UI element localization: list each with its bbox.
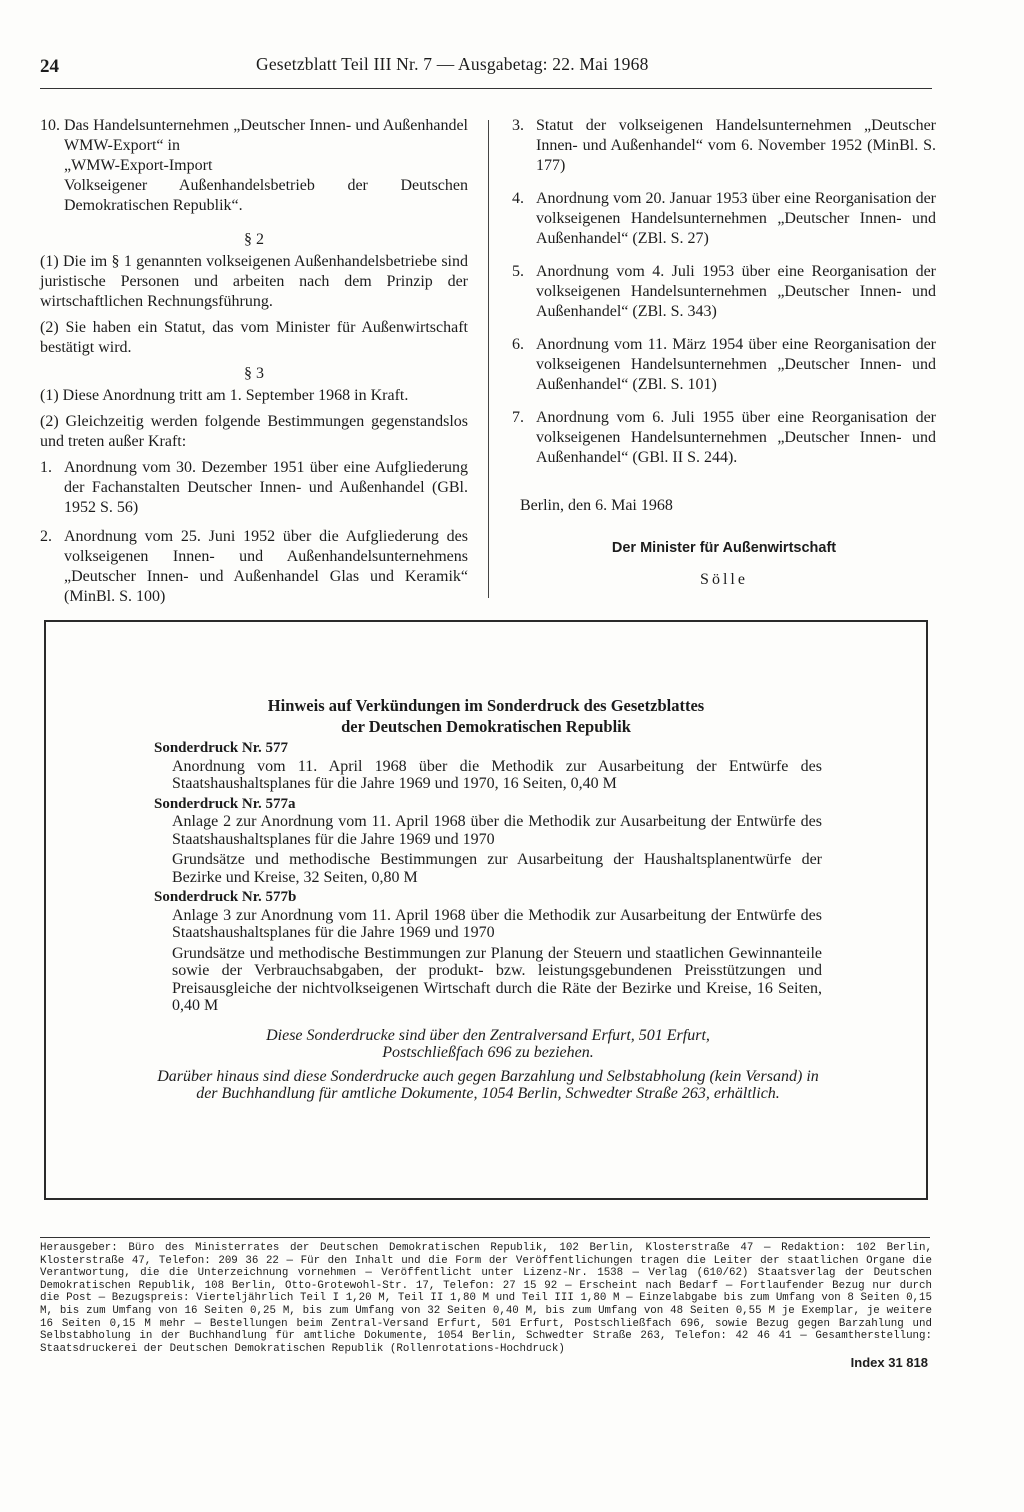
imprint: Herausgeber: Büro des Ministerrates der Deutschen Demokratischen Republik, 102 Berlin, Klosterstraße 47 — Redaktion: 102 Berlin, Klosterstraße 47, Telefon: 209 36 22 — Für den Inhalt und die Form der Veröffentlichungen tragen die Leiter der staatlichen Organe die Verantwortung, die die Unterzeichnung vornehmen — Veröffentlicht unter Lizenz-Nr. 1538 — Verlag (610/62) Staatsverlag der Deutschen Demokratischen Republik, 108 Berlin, Otto-Grotewohl-Str. 17, Telefon: 27 15 92 — Erscheint nach Bedarf — Fortlaufender Bezug nur durch die Post — Bezugspreis: Vierteljährlich Teil I 1,20 M, Teil II 1,80 M und Teil III 1,80 M — Einzelabgabe bis zum Umfang von 8 Seiten 0,15 M, bis zum Umfang von 16 Seiten 0,25 M, bis zum Umfang von 32 Seiten 0,40 M, bis zum Umfang von 48 Seiten 0,55 M je Exemplar, je weitere 16 Seiten 0,15 M mehr — Bestellungen beim Zentral-Versand Erfurt, 501 Erfurt, Postschließfach 696, sowie Bezug gegen Barzahlung und Selbstabholung in der Buchhandlung für amtliche Dokumente, 1054 Berlin, Schwedter Straße 263, Telefon: 42 46 41 — Gesamtherstellung: Staatsdruckerei der Deutschen Demokratischen Republik (Rollenrotations-Hochdruck) bbox=[40, 1242, 932, 1355]
item-number: 2. bbox=[40, 528, 52, 545]
notice-heading-line1: Hinweis auf Verkündungen im Sonderdruck des Gesetzblattes bbox=[267, 696, 705, 715]
section-3-heading: § 3 bbox=[244, 365, 264, 382]
notice-heading bbox=[96, 695, 876, 737]
item-text: Anordnung vom 6. Juli 1955 über eine Reorganisation der volkseigenen Handelsunternehmen „Deutscher Innen- und Außenhandel“ (GBl. II S. 244). bbox=[536, 409, 936, 466]
section-2-para-2: (2) Sie haben ein Statut, das vom Minister für Außenwirtschaft bestätigt wird. bbox=[40, 319, 468, 356]
place-date: Berlin, den 6. Mai 1968 bbox=[520, 497, 673, 514]
item-text: Anordnung vom 20. Januar 1953 über eine Reorganisation der volkseigenen Handelsunternehmen „Deutscher Innen- und Außenhandel“ (ZBl. S. 27) bbox=[536, 190, 936, 247]
item-text bbox=[64, 116, 468, 216]
distribution-note-2: Darüber hinaus sind diese Sonderdrucke auch gegen Barzahlung und Selbstabholung (kein Versand) in der Buchhandlung für amtliche Dokumente, 1054 Berlin, Schwedter Straße 263, erhältlich. bbox=[157, 1067, 819, 1102]
left-column bbox=[40, 116, 468, 616]
item-number: 3. bbox=[512, 117, 524, 134]
item-number: 7. bbox=[512, 409, 524, 426]
imprint-rule bbox=[40, 1237, 930, 1238]
list-item bbox=[512, 408, 936, 468]
section-3-para-2: (2) Gleichzeitig werden folgende Bestimmungen gegenstandslos und treten außer Kraft: bbox=[40, 413, 468, 450]
list-item bbox=[512, 189, 936, 249]
item-number: 4. bbox=[512, 190, 524, 207]
item-number: 10. bbox=[40, 117, 60, 134]
item-text: Anordnung vom 25. Juni 1952 über die Aufgliederung des volkseigenen Innen- und Außenhandelsunternehmens „Deutscher Innen- und Außenhandel Glas und Keramik“ (MinBl. S. 100) bbox=[64, 528, 468, 605]
list-item bbox=[512, 262, 936, 322]
item-text: Anordnung vom 11. März 1954 über eine Reorganisation der volkseigenen Handelsunternehmen „Deutscher Innen- und Außenhandel“ (ZBl. S. 101) bbox=[536, 336, 936, 393]
list-item bbox=[512, 335, 936, 395]
item-text: Anordnung vom 30. Dezember 1951 über eine Aufgliederung der Fachanstalten Deutscher Innen- und Außenhandel (GBl. 1952 S. 56) bbox=[64, 459, 468, 516]
running-title: Gesetzblatt Teil III Nr. 7 — Ausgabetag: 22. Mai 1968 bbox=[256, 54, 649, 74]
section-3-para-1: (1) Diese Anordnung tritt am 1. September 1968 in Kraft. bbox=[40, 387, 409, 404]
item-number: 5. bbox=[512, 263, 524, 280]
sonderdruck-entry: Anlage 3 zur Anordnung vom 11. April 1968 über die Methodik zur Ausarbeitung der Entwürfe des Staatshaushaltsplanes für die Jahre 1969 und 1970 bbox=[172, 906, 822, 941]
list-item bbox=[40, 527, 468, 607]
index-label: Index 31 818 bbox=[850, 1355, 928, 1370]
sonderdruck-entry: Anlage 2 zur Anordnung vom 11. April 1968 über die Methodik zur Ausarbeitung der Entwürfe des Staatshaushaltsplanes für die Jahre 1969 und 1970 bbox=[172, 813, 822, 848]
item10-line1: Das Handelsunternehmen „Deutscher Innen- und Außenhandel WMW-Export“ in bbox=[64, 117, 468, 154]
item-text: Statut der volkseigenen Handelsunternehmen „Deutscher Innen- und Außenhandel“ vom 6. November 1952 (MinBl. S. 177) bbox=[536, 117, 936, 174]
section-2-para-1: (1) Die im § 1 genannten volkseigenen Außenhandelsbetriebe sind juristische Personen und arbeiten nach dem Prinzip der wirtschaftlichen Rechnungsführung. bbox=[40, 253, 468, 310]
signatory-name: Sölle bbox=[700, 571, 748, 588]
page-number: 24 bbox=[40, 56, 59, 77]
item10-line3: Volkseigener Außenhandelsbetrieb der Deutschen Demokratischen Republik“. bbox=[64, 177, 468, 214]
sonderdruck-entry: Grundsätze und methodische Bestimmungen zur Ausarbeitung der Haushaltsplanentwürfe der Bezirke und Kreise, 32 Seiten, 0,80 M bbox=[172, 851, 822, 886]
list-item bbox=[512, 116, 936, 176]
sonderdruck-entry: Grundsätze und methodische Bestimmungen zur Planung der Steuern und staatlichen Gewinnanteile sowie der Verbrauchsabgaben, der produkt- bzw. leistungsgebundenen Preisstützungen und Preisausgleiche der nichtvolkseigenen Wirtschaft durch die Räte der Bezirke und Kreise, 16 Seiten, 0,40 M bbox=[172, 944, 822, 1014]
signatory-title: Der Minister für Außenwirtschaft bbox=[611, 540, 837, 556]
notice-content bbox=[154, 740, 822, 1103]
list-item-10 bbox=[40, 116, 468, 216]
item-number: 6. bbox=[512, 336, 524, 353]
notice-heading-line2: der Deutschen Demokratischen Republik bbox=[341, 717, 631, 736]
item-number: 1. bbox=[40, 459, 52, 476]
item10-line2: „WMW-Export-Import bbox=[64, 157, 213, 174]
section-2-heading: § 2 bbox=[244, 231, 264, 248]
distribution-note-1: Diese Sonderdrucke sind über den Zentralversand Erfurt, 501 Erfurt, Postschließfach 696 zu beziehen. bbox=[266, 1026, 710, 1061]
sonderdruck-entry: Anordnung vom 11. April 1968 über die Methodik zur Ausarbeitung der Entwürfe des Staatshaushaltsplanes für die Jahre 1969 und 1970, 16 Seiten, 0,40 M bbox=[172, 757, 822, 792]
list-item bbox=[40, 458, 468, 518]
item-text: Anordnung vom 4. Juli 1953 über eine Reorganisation der volkseigenen Handelsunternehmen „Deutscher Innen- und Außenhandel“ (ZBl. S. 343) bbox=[536, 263, 936, 320]
sonderdruck-title: Sonderdruck Nr. 577b bbox=[154, 889, 297, 905]
right-column bbox=[512, 116, 936, 590]
sonderdruck-title: Sonderdruck Nr. 577 bbox=[154, 740, 289, 756]
column-rule bbox=[488, 120, 489, 598]
sonderdruck-title: Sonderdruck Nr. 577a bbox=[154, 795, 296, 812]
header-rule bbox=[40, 88, 932, 89]
